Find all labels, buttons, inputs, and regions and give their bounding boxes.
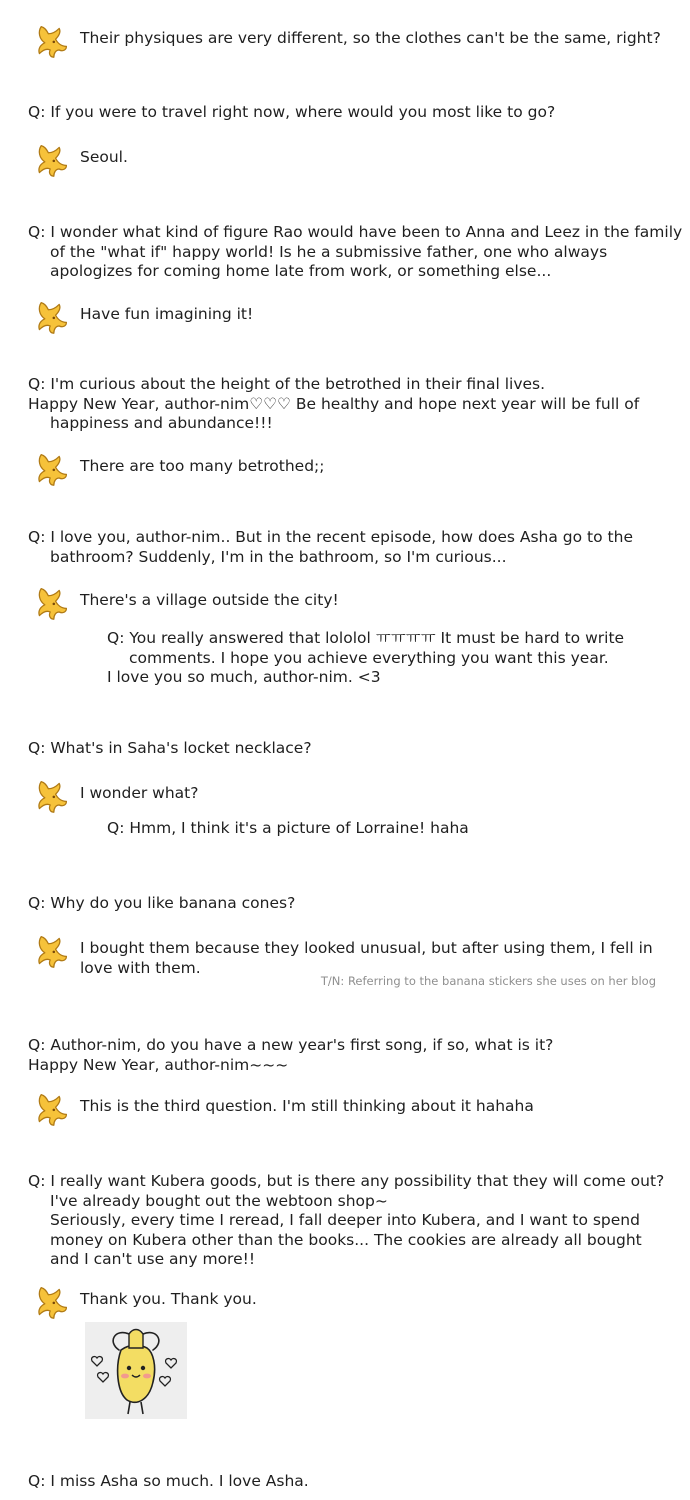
question-block [28, 528, 690, 567]
question-block [28, 375, 690, 434]
answer-block [34, 1290, 664, 1310]
banana-icon [34, 585, 70, 621]
question-text: Q: What's in Saha's locket necklace? [28, 739, 312, 757]
answer-text: I bought them because they looked unusual, but after using them, I fell in love with them. [80, 939, 653, 977]
followup-text: Q: You really answered that lololol ㅠㅠㅠㅠ It must be hard to write comments. I hope you achieve everything you want this year. [107, 629, 625, 667]
question-text: Q: I really want Kubera goods, but is there any possibility that they will come out? [28, 1172, 665, 1190]
banana-icon [34, 933, 70, 969]
banana-icon [34, 142, 70, 178]
followup-text: I love you so much, author-nim. <3 [107, 668, 381, 686]
question-text: Happy New Year, author-nim♡♡♡ Be healthy and hope next year will be full of happiness and abundance!!! [28, 394, 640, 432]
answer-block [34, 148, 664, 168]
question-text: Q: Author-nim, do you have a new year's first song, if so, what is it? [28, 1036, 554, 1054]
banana-icon [34, 1284, 70, 1320]
question-block [28, 1472, 690, 1492]
followup-block [107, 629, 669, 688]
question-block [28, 223, 690, 282]
answer-text: There's a village outside the city! [80, 591, 339, 609]
answer-block [34, 29, 664, 49]
answer-text: This is the third question. I'm still thinking about it hahaha [80, 1097, 534, 1115]
followup-text: Q: Hmm, I think it's a picture of Lorraine! haha [107, 819, 469, 837]
question-block [28, 1172, 668, 1270]
banana-icon [34, 451, 70, 487]
answer-text: I wonder what? [80, 784, 199, 802]
banana-icon [34, 1091, 70, 1127]
banana-character-sticker [85, 1322, 187, 1419]
banana-icon [34, 299, 70, 335]
question-block [28, 103, 690, 123]
banana-icon [34, 778, 70, 814]
answer-block [34, 457, 664, 477]
question-text: Q: I wonder what kind of figure Rao would have been to Anna and Leez in the family of the "what if" happy world! Is he a submissive father, one who always apologizes for coming home late from work, or something else... [28, 223, 683, 280]
answer-text: There are too many betrothed;; [80, 457, 325, 475]
question-text: Happy New Year, author-nim~~~ [28, 1055, 289, 1074]
followup-block [107, 819, 669, 839]
answer-block [34, 305, 664, 325]
question-text: Q: I'm curious about the height of the betrothed in their final lives. [28, 375, 546, 393]
question-block [28, 894, 690, 914]
answer-text: Have fun imagining it! [80, 305, 254, 323]
question-text: Q: If you were to travel right now, where would you most like to go? [28, 103, 556, 121]
question-text: Seriously, every time I reread, I fall deeper into Kubera, and I want to spend money on Kubera other than the books... The cookies are already all bought and I can't use any more!! [50, 1211, 642, 1268]
answer-text: Seoul. [80, 148, 128, 166]
banana-icon [34, 23, 70, 59]
question-block [28, 739, 690, 759]
answer-block [34, 1097, 664, 1117]
answer-text: Their physiques are very different, so the clothes can't be the same, right? [80, 29, 661, 47]
question-text: Q: I love you, author-nim.. But in the recent episode, how does Asha go to the bathroom? Suddenly, I'm in the bathroom, so I'm curious... [28, 528, 633, 566]
answer-block [34, 784, 664, 804]
answer-block [34, 591, 664, 611]
question-block [28, 1036, 690, 1075]
question-text: Q: Why do you like banana cones? [28, 894, 296, 912]
question-text: Q: I miss Asha so much. I love Asha. [28, 1472, 309, 1490]
question-text: I've already bought out the webtoon shop~ [50, 1191, 388, 1210]
translator-note: T/N: Referring to the banana stickers she uses on her blog [320, 974, 656, 988]
answer-text: Thank you. Thank you. [80, 1290, 257, 1308]
